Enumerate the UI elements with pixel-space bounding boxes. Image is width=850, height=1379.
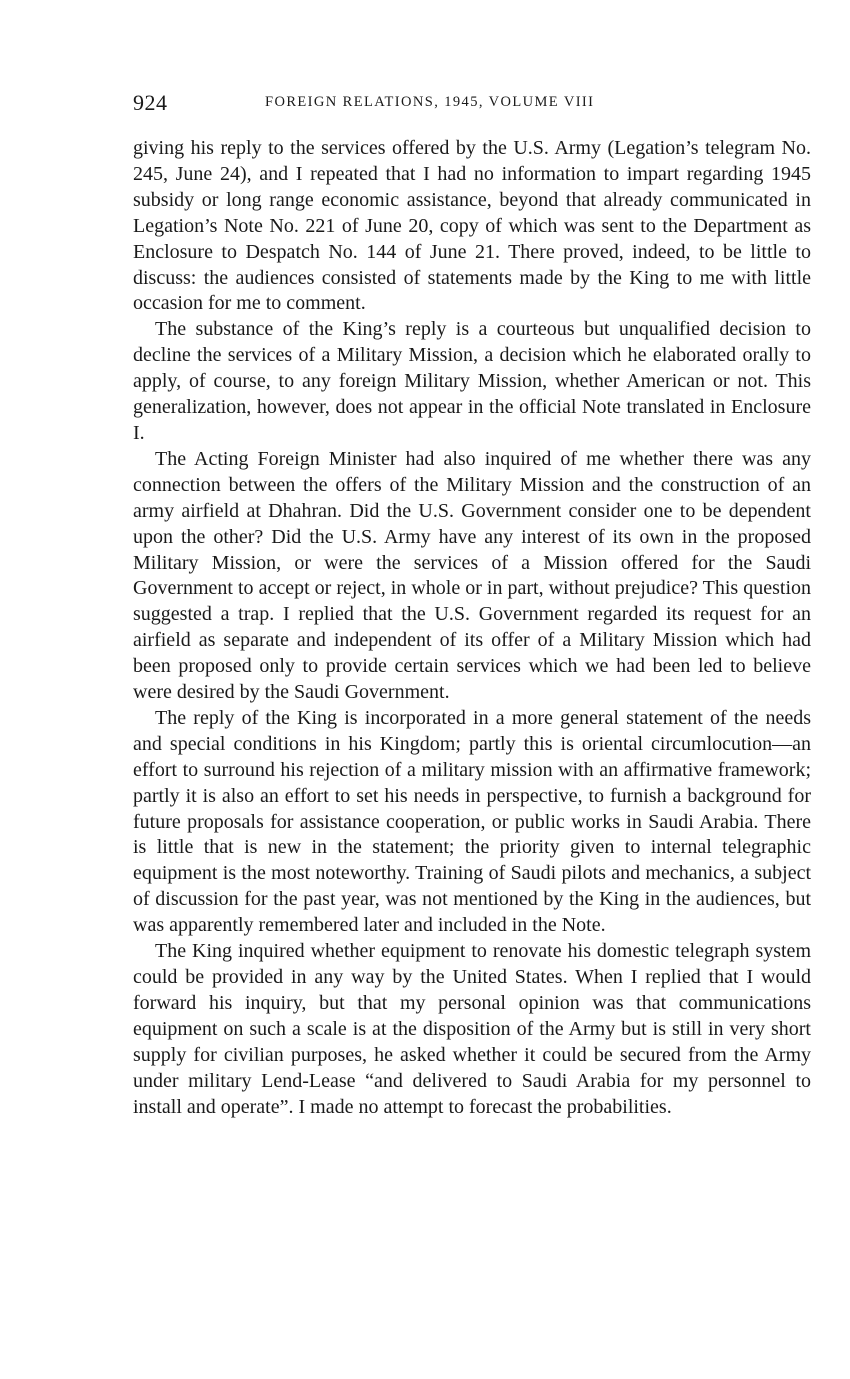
- running-head-title: FOREIGN RELATIONS, 1945, VOLUME VIII: [265, 94, 595, 110]
- paragraph-acting-foreign-minister: The Acting Foreign Minister had also inquired of me whether there was any connection between the offers of the Military Mission and the construction of an army airfield at Dhahran. Did the U.S. Government consider one to be dependent upon the other? Did the U.S. Army have any interest of its own in the proposed Military Mission, or were the services of a Mission offered for the Saudi Government to accept or reject, in whole or in part, without prejudice? This question suggested a trap. I replied that the U.S. Government regarded its request for an airfield as separate and independent of its offer of a Military Mission which had been proposed only to provide certain services which we had been led to believe were desired by the Saudi Government.: [133, 447, 811, 704]
- paragraph-continuation: giving his reply to the services offered by the U.S. Army (Legation’s telegram No. 245, June 24), and I repeated that I had no information to impart regarding 1945 subsidy or long range economic assistance, beyond that already communicated in Legation’s Note No. 221 of June 20, copy of which was sent to the Department as Enclosure to Despatch No. 144 of June 21. There proved, indeed, to be little to discuss: the audiences consisted of statements made by the King to me with little occasion for me to comment.: [133, 137, 811, 315]
- page-number: 924: [133, 90, 168, 115]
- running-head: [133, 90, 811, 120]
- body-text: [133, 136, 811, 1120]
- paragraph-telegraph-inquiry: The King inquired whether equipment to renovate his domestic telegraph system could be provided in any way by the United States. When I replied that I would forward his inquiry, but that my personal opinion was that communications equipment on such a scale is at the disposition of the Army but is still in very short supply for civilian purposes, he asked whether it could be secured from the Army under military Lend-Lease “and delivered to Saudi Arabia for my personnel to install and operate”. I made no attempt to forecast the probabilities.: [133, 940, 811, 1118]
- paragraph-reply-of-king: The reply of the King is incorporated in a more general statement of the needs and special conditions in his Kingdom; partly this is oriental circumlocution—an effort to surround his rejection of a military mission with an affirmative framework; partly it is also an effort to set his needs in perspective, to furnish a background for future proposals for assistance cooperation, or public works in Saudi Arabia. There is little that is new in the statement; the priority given to internal telegraphic equipment is the most noteworthy. Training of Saudi pilots and mechanics, a subject of discussion for the past year, was not mentioned by the King in the audiences, but was apparently remembered later and included in the Note.: [133, 706, 811, 937]
- paragraph-kings-reply: The substance of the King’s reply is a courteous but unqualified decision to decline the services of a Military Mission, a decision which he elaborated orally to apply, of course, to any foreign Military Mission, whether American or not. This generalization, however, does not appear in the official Note translated in Enclosure I.: [133, 318, 811, 444]
